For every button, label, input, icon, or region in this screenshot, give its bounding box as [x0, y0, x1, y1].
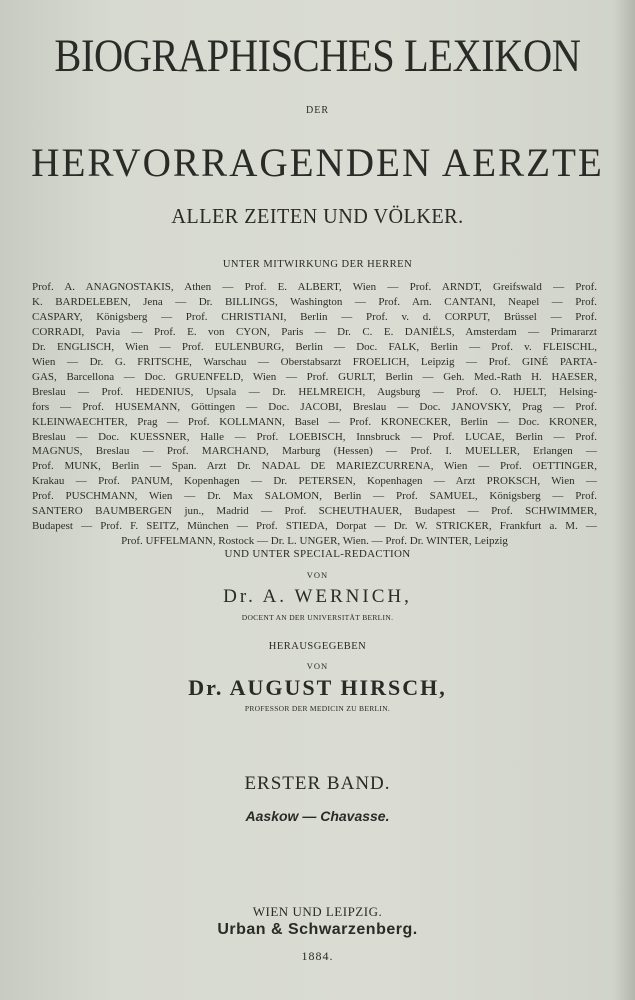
imprint-year: 1884.	[301, 949, 334, 963]
contributors-line: Breslau — Prof. HEDENIUS, Upsala — Dr. HELMREICH, Augsburg — Prof. O. HJELT, Helsing-	[32, 385, 597, 398]
editor-affiliation-hirsch: PROFESSOR DER MEDICIN ZU BERLIN.	[244, 704, 391, 713]
contributors-line: Budapest — Prof. F. SEITZ, München — Prof. STIEDA, Dorpat — Dr. W. STRICKER, Frankfurt a. M. —	[32, 520, 597, 533]
contributors-line: fors — Prof. HUSEMANN, Göttingen — Doc. JACOBI, Breslau — Doc. JANOVSKY, Prag — Prof.	[32, 400, 597, 413]
volume-label: ERSTER BAND.	[244, 773, 391, 794]
contributors-line: SANTERO BAUMBERGEN jun., Madrid — Prof. SCHEUTHAUER, Budapest — Prof. SCHWIMMER,	[32, 505, 597, 518]
contributors-line: KLEINWAECHTER, Prag — Prof. KOLLMANN, Basel — Prof. KRONECKER, Berlin — Doc. KRONER,	[32, 415, 597, 428]
contributors-line: Prof. MUNK, Berlin — Span. Arzt Dr. NADAL DE MARIEZCURRENA, Wien — Prof. OETTINGER,	[32, 460, 597, 473]
contributors-line: GAS, Barcellona — Doc. GRUENFELD, Wien — Prof. GURLT, Berlin — Geh. Med.-Rath H. HAESER,	[32, 370, 597, 383]
imprint-publisher: Urban & Schwarzenberg.	[217, 921, 418, 938]
subtitle: ALLER ZEITEN UND VÖLKER.	[171, 204, 464, 228]
contributors-line: Dr. ENGLISCH, Wien — Prof. EULENBURG, Berlin — Doc. FALK, Berlin — Prof. v. FLEISCHL,	[32, 340, 597, 353]
imprint-city: WIEN UND LEIPZIG.	[252, 904, 383, 919]
main-title-line2: HERVORRAGENDEN AERZTE	[31, 140, 604, 185]
von-label: VON	[306, 661, 329, 671]
contributors-heading: UNTER MITWIRKUNG DER HERREN	[222, 259, 413, 270]
editor-affiliation-wernich: DOCENT AN DER UNIVERSITÄT BERLIN.	[241, 613, 394, 622]
contributors-line: Krakau — Prof. PANUM, Kopenhagen — Dr. PETERSEN, Kopenhagen — Arzt PROKSCH, Wien —	[32, 475, 597, 488]
volume-range: Aaskow — Chavasse.	[245, 808, 390, 824]
contributors-line: Breslau — Doc. KUESSNER, Halle — Prof. LOEBISCH, Innsbruck — Prof. LUCAE, Berlin — Prof.	[32, 430, 597, 443]
contributors-line: Wien — Dr. G. FRITSCHE, Warschau — Oberstabsarzt FROELICH, Leipzig — Prof. GINÉ PARTA-	[32, 355, 597, 368]
contributors-line: Prof. UFFELMANN, Rostock — Dr. L. UNGER, Wien. — Prof. Dr. WINTER, Leipzig	[121, 535, 508, 548]
editor-name-wernich: Dr. A. WERNICH,	[223, 586, 412, 607]
herausgegeben-label: HERAUSGEGEBEN	[268, 641, 367, 652]
main-title: BIOGRAPHISCHES LEXIKON	[54, 30, 581, 82]
contributors-line: Prof. A. ANAGNOSTAKIS, Athen — Prof. E. ALBERT, Wien — Prof. ARNDT, Greifswald — Prof.	[32, 281, 597, 293]
editor-name-hirsch: Dr. AUGUST HIRSCH,	[188, 675, 447, 700]
contributors-list	[32, 280, 597, 549]
contributors-line: CASPARY, Königsberg — Prof. CHRISTIANI, Berlin — Prof. v. d. CORPUT, Brüssel — Prof.	[32, 310, 597, 323]
contributors-line: CORRADI, Pavia — Prof. E. von CYON, Paris — Dr. C. E. DANIËLS, Amsterdam — Primararzt	[32, 325, 597, 338]
title-connector: DER	[306, 105, 329, 116]
contributors-line: MAGNUS, Breslau — Prof. MARCHAND, Marburg (Hessen) — Prof. I. MUELLER, Erlangen —	[32, 445, 597, 458]
contributors-line: K. BARDELEBEN, Jena — Dr. BILLINGS, Washington — Prof. Arn. CANTANI, Neapel — Prof.	[32, 295, 597, 308]
special-redaction-heading: UND UNTER SPECIAL-REDACTION	[224, 548, 411, 560]
von-label: VON	[306, 570, 329, 580]
contributors-line: Prof. PUSCHMANN, Wien — Dr. Max SALOMON, Berlin — Prof. SAMUEL, Königsberg — Prof.	[32, 490, 597, 503]
